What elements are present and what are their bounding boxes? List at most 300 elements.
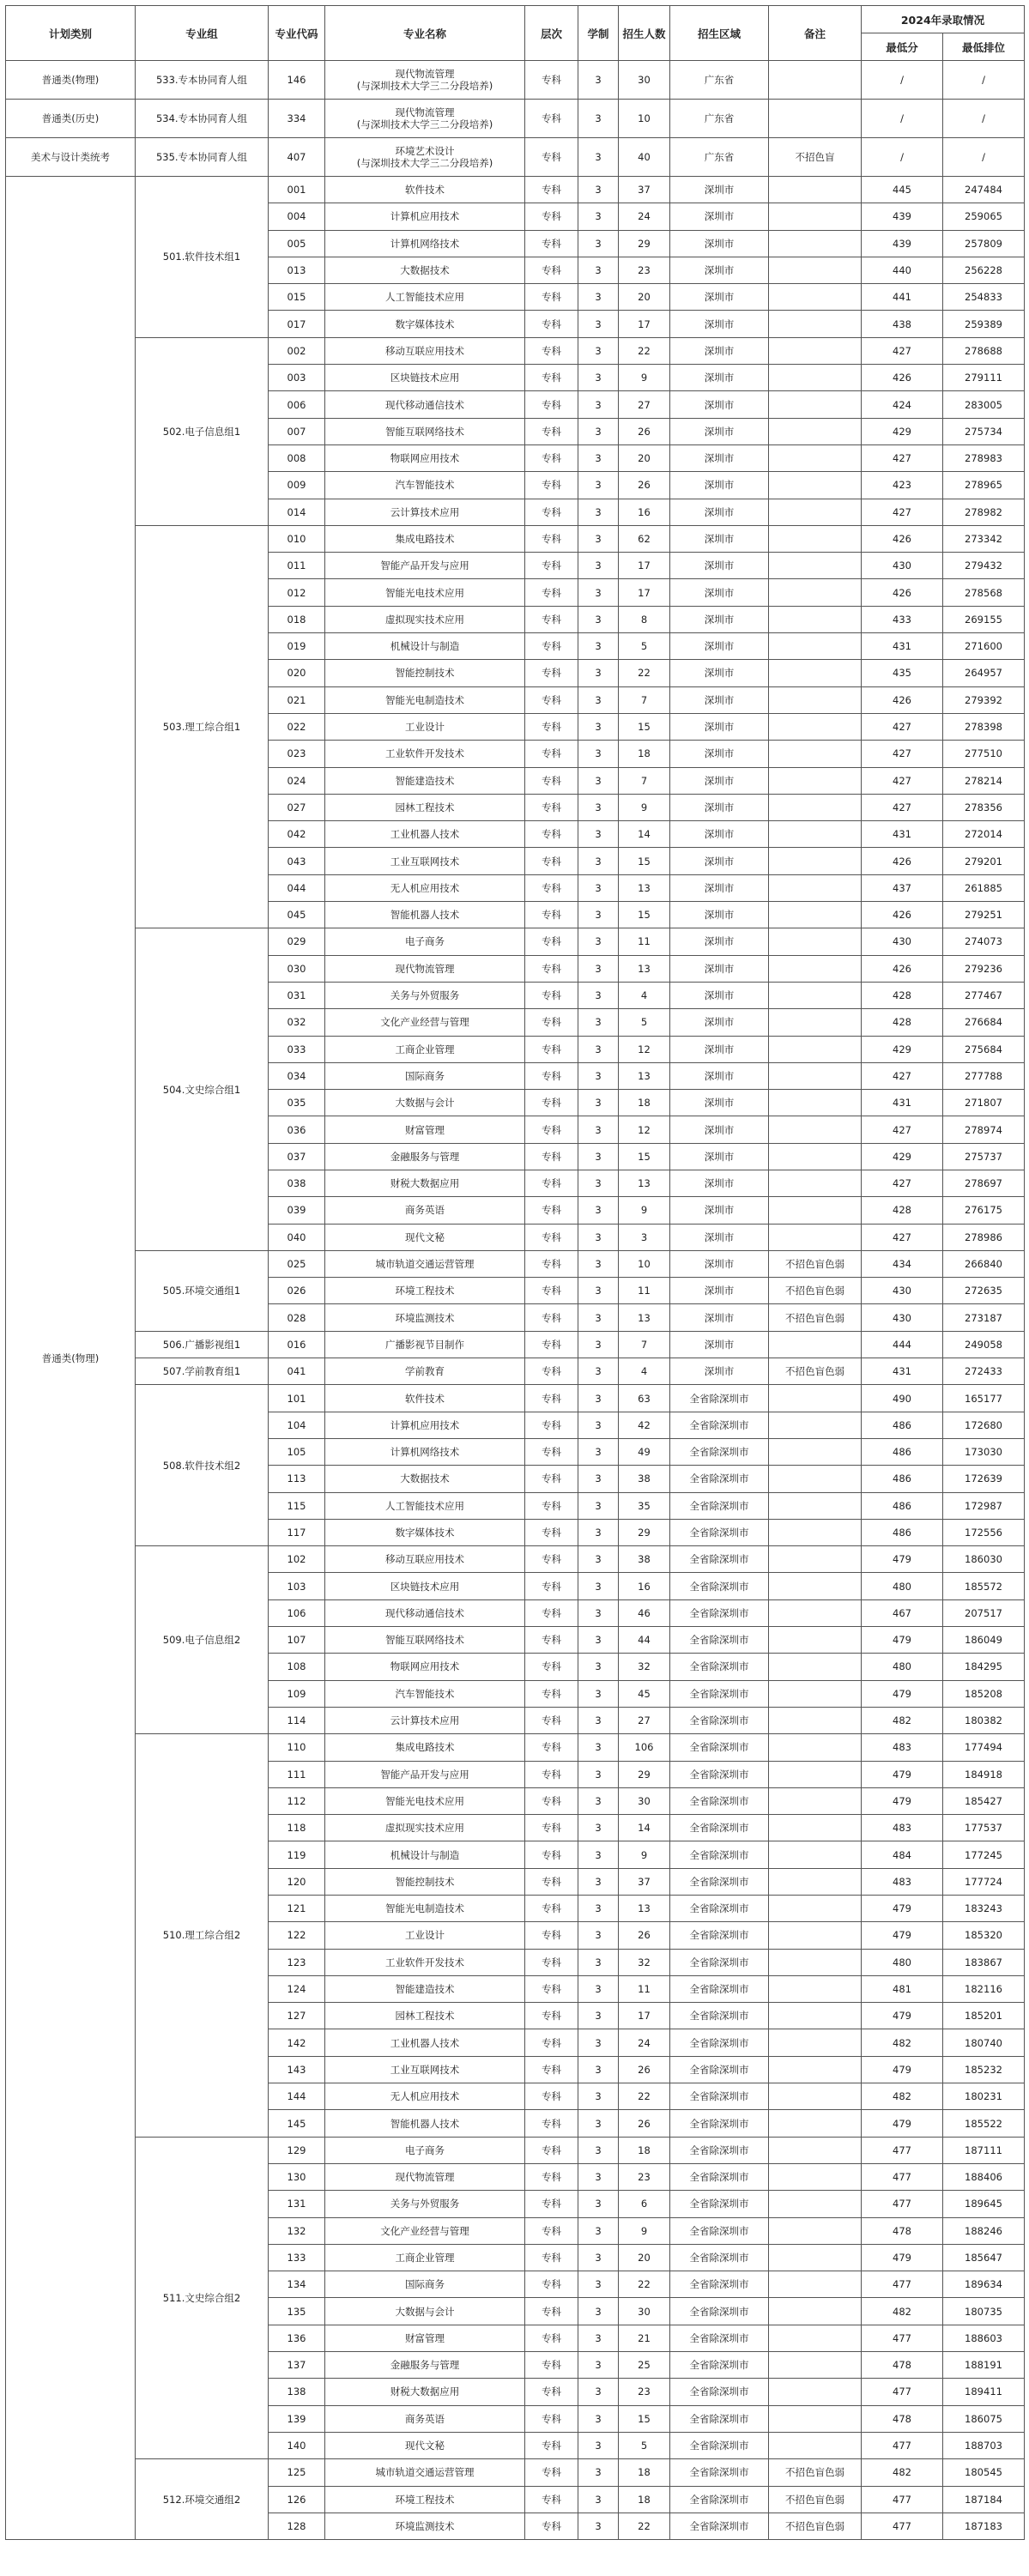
remark-cell: [769, 2379, 862, 2405]
level-cell: 专科: [525, 1896, 578, 1922]
level-cell: 专科: [525, 821, 578, 848]
level-cell: 专科: [525, 1492, 578, 1519]
min-rank-cell: 207517: [943, 1599, 1025, 1626]
level-cell: 专科: [525, 1546, 578, 1573]
region-cell: 全省除深圳市: [670, 1519, 769, 1545]
level-cell: 专科: [525, 982, 578, 1008]
duration-cell: 3: [578, 955, 619, 982]
remark-cell: [769, 633, 862, 660]
region-cell: 全省除深圳市: [670, 2110, 769, 2137]
major-group-cell: 501.软件技术组1: [136, 177, 269, 338]
major-name-cell: 集成电路技术: [325, 1734, 525, 1761]
major-name-cell: 智能光电技术应用: [325, 1787, 525, 1814]
major-code-cell: 039: [269, 1197, 325, 1224]
major-name-cell: 工商企业管理: [325, 1036, 525, 1062]
major-code-cell: 129: [269, 2137, 325, 2163]
region-cell: 深圳市: [670, 365, 769, 391]
region-cell: 广东省: [670, 138, 769, 177]
min-rank-cell: 188603: [943, 2325, 1025, 2351]
duration-cell: 3: [578, 1466, 619, 1492]
min-rank-cell: 172987: [943, 1492, 1025, 1519]
major-name-cell: 物联网应用技术: [325, 1654, 525, 1680]
remark-cell: [769, 1143, 862, 1170]
major-code-cell: 017: [269, 311, 325, 337]
enroll-count-cell: 17: [619, 553, 670, 579]
level-cell: 专科: [525, 553, 578, 579]
level-cell: 专科: [525, 686, 578, 713]
major-name-cell: 现代移动通信技术: [325, 391, 525, 418]
min-rank-cell: 275734: [943, 418, 1025, 444]
duration-cell: 3: [578, 391, 619, 418]
enroll-count-cell: 49: [619, 1438, 670, 1465]
min-rank-cell: 259389: [943, 311, 1025, 337]
level-cell: 专科: [525, 1331, 578, 1358]
duration-cell: 3: [578, 1278, 619, 1304]
table-row: [6, 1734, 1025, 1761]
remark-cell: [769, 1599, 862, 1626]
enroll-count-cell: 24: [619, 203, 670, 230]
duration-cell: 3: [578, 1868, 619, 1895]
remark-cell: [769, 2352, 862, 2379]
min-rank-cell: 272014: [943, 821, 1025, 848]
duration-cell: 3: [578, 1841, 619, 1868]
min-rank-cell: 279432: [943, 553, 1025, 579]
major-name-cell: 汽车智能技术: [325, 1680, 525, 1707]
enroll-count-cell: 20: [619, 2244, 670, 2271]
min-score-cell: 479: [862, 1896, 943, 1922]
major-name-cell: 国际商务: [325, 1062, 525, 1089]
enroll-count-cell: 7: [619, 1331, 670, 1358]
region-cell: 全省除深圳市: [670, 1627, 769, 1654]
region-cell: 深圳市: [670, 902, 769, 928]
min-score-cell: 430: [862, 1304, 943, 1331]
region-cell: 深圳市: [670, 1331, 769, 1358]
enroll-count-cell: 38: [619, 1466, 670, 1492]
min-rank-cell: 173030: [943, 1438, 1025, 1465]
remark-cell: [769, 848, 862, 874]
level-cell: 专科: [525, 1250, 578, 1277]
remark-cell: 不招色盲色弱: [769, 2486, 862, 2513]
level-cell: 专科: [525, 2405, 578, 2432]
min-score-cell: 477: [862, 2432, 943, 2458]
region-cell: 全省除深圳市: [670, 2271, 769, 2298]
major-code-cell: 035: [269, 1090, 325, 1116]
remark-cell: [769, 1438, 862, 1465]
min-rank-cell: 189634: [943, 2271, 1025, 2298]
duration-cell: 3: [578, 2379, 619, 2405]
region-cell: 深圳市: [670, 418, 769, 444]
major-code-cell: 043: [269, 848, 325, 874]
major-name-cell: 无人机应用技术: [325, 874, 525, 901]
enroll-count-cell: 13: [619, 1170, 670, 1196]
table-row: [6, 1546, 1025, 1573]
remark-cell: [769, 713, 862, 740]
remark-cell: [769, 2244, 862, 2271]
header-enroll-count: 招生人数: [619, 6, 670, 61]
region-cell: 全省除深圳市: [670, 1761, 769, 1787]
major-code-cell: 112: [269, 1787, 325, 1814]
level-cell: 专科: [525, 1815, 578, 1841]
min-rank-cell: 269155: [943, 606, 1025, 632]
major-name-cell: 环境监测技术: [325, 2513, 525, 2539]
region-cell: 全省除深圳市: [670, 2486, 769, 2513]
min-rank-cell: 186075: [943, 2405, 1025, 2432]
remark-cell: [769, 1627, 862, 1654]
min-score-cell: 429: [862, 418, 943, 444]
region-cell: 全省除深圳市: [670, 2352, 769, 2379]
duration-cell: 3: [578, 1761, 619, 1787]
min-rank-cell: 279201: [943, 848, 1025, 874]
min-score-cell: 428: [862, 982, 943, 1008]
remark-cell: 不招色盲: [769, 138, 862, 177]
region-cell: 全省除深圳市: [670, 1841, 769, 1868]
remark-cell: [769, 2137, 862, 2163]
level-cell: 专科: [525, 1868, 578, 1895]
remark-cell: [769, 741, 862, 767]
major-code-cell: 113: [269, 1466, 325, 1492]
major-code-cell: 111: [269, 1761, 325, 1787]
header-major-code: 专业代码: [269, 6, 325, 61]
min-score-cell: 486: [862, 1492, 943, 1519]
min-score-cell: 439: [862, 230, 943, 257]
remark-cell: [769, 982, 862, 1008]
level-cell: 专科: [525, 1573, 578, 1599]
min-rank-cell: 273342: [943, 525, 1025, 552]
major-name-cell: 工业机器人技术: [325, 821, 525, 848]
remark-cell: [769, 1707, 862, 1733]
header-major-name: 专业名称: [325, 6, 525, 61]
major-code-cell: 109: [269, 1680, 325, 1707]
min-score-cell: 486: [862, 1466, 943, 1492]
duration-cell: 3: [578, 2352, 619, 2379]
region-cell: 全省除深圳市: [670, 1815, 769, 1841]
remark-cell: [769, 418, 862, 444]
region-cell: 深圳市: [670, 230, 769, 257]
min-rank-cell: 177724: [943, 1868, 1025, 1895]
min-score-cell: 429: [862, 1036, 943, 1062]
duration-cell: 3: [578, 2029, 619, 2056]
major-name-cell: 园林工程技术: [325, 794, 525, 820]
enroll-count-cell: 27: [619, 1707, 670, 1733]
major-name-cell: 工业机器人技术: [325, 2029, 525, 2056]
enroll-count-cell: 30: [619, 61, 670, 100]
major-name-cell: 智能光电技术应用: [325, 579, 525, 606]
level-cell: 专科: [525, 1197, 578, 1224]
min-rank-cell: 188406: [943, 2163, 1025, 2190]
enroll-count-cell: 20: [619, 284, 670, 311]
region-cell: 深圳市: [670, 686, 769, 713]
enroll-count-cell: 40: [619, 138, 670, 177]
duration-cell: 3: [578, 2137, 619, 2163]
duration-cell: 3: [578, 821, 619, 848]
remark-cell: [769, 955, 862, 982]
duration-cell: 3: [578, 1519, 619, 1545]
min-score-cell: 478: [862, 2352, 943, 2379]
major-code-cell: 119: [269, 1841, 325, 1868]
major-code-cell: 105: [269, 1438, 325, 1465]
plan-category-cell: 普通类(物理): [6, 177, 136, 2540]
min-rank-cell: 186030: [943, 1546, 1025, 1573]
level-cell: 专科: [525, 1304, 578, 1331]
duration-cell: 3: [578, 1143, 619, 1170]
level-cell: 专科: [525, 2513, 578, 2539]
major-name-cell: 汽车智能技术: [325, 472, 525, 499]
min-score-cell: 441: [862, 284, 943, 311]
major-name-cell: 智能机器人技术: [325, 2110, 525, 2137]
min-score-cell: /: [862, 61, 943, 100]
major-name-cell: 文化产业经营与管理: [325, 2217, 525, 2244]
major-code-cell: 334: [269, 100, 325, 138]
major-name-note: (与深圳技术大学三二分段培养): [356, 80, 493, 92]
enroll-count-cell: 17: [619, 579, 670, 606]
level-cell: 专科: [525, 1466, 578, 1492]
remark-cell: [769, 337, 862, 364]
remark-cell: [769, 1841, 862, 1868]
remark-cell: [769, 472, 862, 499]
major-code-cell: 110: [269, 1734, 325, 1761]
remark-cell: [769, 203, 862, 230]
remark-cell: [769, 1197, 862, 1224]
level-cell: 专科: [525, 2137, 578, 2163]
min-score-cell: 427: [862, 794, 943, 820]
duration-cell: 3: [578, 2163, 619, 2190]
major-name-cell: 数字媒体技术: [325, 311, 525, 337]
min-score-cell: 482: [862, 2459, 943, 2486]
level-cell: 专科: [525, 579, 578, 606]
header-min-rank: 最低排位: [943, 33, 1025, 61]
major-name-cell: [325, 61, 525, 100]
level-cell: 专科: [525, 928, 578, 955]
duration-cell: 3: [578, 311, 619, 337]
region-cell: 全省除深圳市: [670, 2459, 769, 2486]
enroll-count-cell: 30: [619, 1787, 670, 1814]
min-score-cell: 477: [862, 2513, 943, 2539]
major-code-cell: 038: [269, 1170, 325, 1196]
min-rank-cell: 271807: [943, 1090, 1025, 1116]
region-cell: 深圳市: [670, 821, 769, 848]
min-score-cell: 477: [862, 2191, 943, 2217]
remark-cell: [769, 1654, 862, 1680]
enroll-count-cell: 12: [619, 1036, 670, 1062]
min-rank-cell: 278568: [943, 579, 1025, 606]
min-rank-cell: 249058: [943, 1331, 1025, 1358]
remark-cell: [769, 2003, 862, 2029]
remark-cell: [769, 2271, 862, 2298]
enroll-count-cell: 106: [619, 1734, 670, 1761]
level-cell: 专科: [525, 848, 578, 874]
major-code-cell: 041: [269, 1358, 325, 1385]
table-row: [6, 177, 1025, 203]
region-cell: 深圳市: [670, 1250, 769, 1277]
major-name-cell: 工业互联网技术: [325, 848, 525, 874]
duration-cell: 3: [578, 2405, 619, 2432]
duration-cell: 3: [578, 1949, 619, 1975]
duration-cell: 3: [578, 1412, 619, 1438]
remark-cell: [769, 686, 862, 713]
major-name-text: 环境艺术设计: [395, 145, 455, 157]
min-score-cell: 430: [862, 553, 943, 579]
region-cell: 深圳市: [670, 579, 769, 606]
remark-cell: [769, 794, 862, 820]
min-rank-cell: /: [943, 100, 1025, 138]
region-cell: 深圳市: [670, 767, 769, 794]
duration-cell: 3: [578, 1922, 619, 1949]
min-rank-cell: 177494: [943, 1734, 1025, 1761]
enroll-count-cell: 23: [619, 2163, 670, 2190]
min-rank-cell: 275737: [943, 1143, 1025, 1170]
level-cell: 专科: [525, 606, 578, 632]
duration-cell: 3: [578, 61, 619, 100]
level-cell: 专科: [525, 633, 578, 660]
region-cell: 深圳市: [670, 1278, 769, 1304]
major-code-cell: 131: [269, 2191, 325, 2217]
min-score-cell: 479: [862, 1680, 943, 1707]
min-score-cell: 426: [862, 579, 943, 606]
duration-cell: 3: [578, 1197, 619, 1224]
region-cell: 全省除深圳市: [670, 2244, 769, 2271]
region-cell: 深圳市: [670, 928, 769, 955]
major-code-cell: 107: [269, 1627, 325, 1654]
enroll-count-cell: 37: [619, 177, 670, 203]
region-cell: 深圳市: [670, 1062, 769, 1089]
min-rank-cell: 172639: [943, 1466, 1025, 1492]
table-row: [6, 138, 1025, 177]
region-cell: 深圳市: [670, 391, 769, 418]
duration-cell: 3: [578, 444, 619, 471]
min-score-cell: 426: [862, 525, 943, 552]
duration-cell: 3: [578, 418, 619, 444]
enroll-count-cell: 8: [619, 606, 670, 632]
enroll-count-cell: 42: [619, 1412, 670, 1438]
region-cell: 深圳市: [670, 955, 769, 982]
major-code-cell: 030: [269, 955, 325, 982]
level-cell: 专科: [525, 1654, 578, 1680]
duration-cell: 3: [578, 1224, 619, 1250]
region-cell: 深圳市: [670, 606, 769, 632]
level-cell: 专科: [525, 472, 578, 499]
major-name-cell: 工业互联网技术: [325, 2056, 525, 2083]
min-score-cell: /: [862, 100, 943, 138]
min-score-cell: 479: [862, 1627, 943, 1654]
duration-cell: 3: [578, 2325, 619, 2351]
major-code-cell: 015: [269, 284, 325, 311]
min-score-cell: 431: [862, 1090, 943, 1116]
level-cell: 专科: [525, 874, 578, 901]
enroll-count-cell: 22: [619, 2513, 670, 2539]
major-name-cell: 智能互联网络技术: [325, 418, 525, 444]
min-score-cell: 477: [862, 2137, 943, 2163]
region-cell: 深圳市: [670, 1224, 769, 1250]
region-cell: 深圳市: [670, 874, 769, 901]
major-code-cell: 018: [269, 606, 325, 632]
remark-cell: [769, 1975, 862, 2002]
remark-cell: [769, 1062, 862, 1089]
region-cell: 深圳市: [670, 848, 769, 874]
enroll-count-cell: 32: [619, 1654, 670, 1680]
enroll-count-cell: 32: [619, 1949, 670, 1975]
major-group-cell: 507.学前教育组1: [136, 1358, 269, 1385]
enroll-count-cell: 9: [619, 1841, 670, 1868]
region-cell: 深圳市: [670, 499, 769, 525]
duration-cell: 3: [578, 1170, 619, 1196]
table-row: [6, 2137, 1025, 2163]
region-cell: 深圳市: [670, 203, 769, 230]
remark-cell: [769, 61, 862, 100]
level-cell: 专科: [525, 1009, 578, 1036]
level-cell: 专科: [525, 2217, 578, 2244]
level-cell: 专科: [525, 902, 578, 928]
level-cell: 专科: [525, 2110, 578, 2137]
duration-cell: 3: [578, 1680, 619, 1707]
remark-cell: [769, 2405, 862, 2432]
min-rank-cell: 261885: [943, 874, 1025, 901]
plan-category-cell: 美术与设计类统考: [6, 138, 136, 177]
duration-cell: 3: [578, 741, 619, 767]
min-score-cell: 433: [862, 606, 943, 632]
major-name-cell: 智能产品开发与应用: [325, 1761, 525, 1787]
major-name-cell: 环境工程技术: [325, 2486, 525, 2513]
enroll-count-cell: 7: [619, 767, 670, 794]
major-code-cell: 127: [269, 2003, 325, 2029]
min-score-cell: 430: [862, 928, 943, 955]
min-rank-cell: 278688: [943, 337, 1025, 364]
major-name-cell: 虚拟现实技术应用: [325, 1815, 525, 1841]
remark-cell: [769, 1787, 862, 1814]
level-cell: 专科: [525, 284, 578, 311]
enroll-count-cell: 27: [619, 391, 670, 418]
remark-cell: [769, 1815, 862, 1841]
level-cell: 专科: [525, 2003, 578, 2029]
remark-cell: [769, 1546, 862, 1573]
region-cell: 深圳市: [670, 1090, 769, 1116]
region-cell: 深圳市: [670, 982, 769, 1008]
min-score-cell: 482: [862, 2298, 943, 2325]
major-name-cell: [325, 100, 525, 138]
duration-cell: 3: [578, 2217, 619, 2244]
level-cell: 专科: [525, 1949, 578, 1975]
region-cell: 深圳市: [670, 1170, 769, 1196]
min-rank-cell: 273187: [943, 1304, 1025, 1331]
enroll-count-cell: 38: [619, 1546, 670, 1573]
duration-cell: 3: [578, 794, 619, 820]
region-cell: 全省除深圳市: [670, 1734, 769, 1761]
min-rank-cell: 180735: [943, 2298, 1025, 2325]
duration-cell: 3: [578, 1896, 619, 1922]
major-name-cell: 文化产业经营与管理: [325, 1009, 525, 1036]
major-name-cell: 财税大数据应用: [325, 2379, 525, 2405]
major-name-cell: 智能光电制造技术: [325, 686, 525, 713]
enroll-count-cell: 37: [619, 1868, 670, 1895]
enroll-count-cell: 21: [619, 2325, 670, 2351]
remark-cell: [769, 2083, 862, 2110]
level-cell: 专科: [525, 1922, 578, 1949]
enroll-count-cell: 17: [619, 311, 670, 337]
major-name-note: (与深圳技术大学三二分段培养): [356, 157, 493, 169]
remark-cell: [769, 284, 862, 311]
region-cell: 深圳市: [670, 660, 769, 686]
admission-table-container: [5, 5, 1024, 2540]
min-rank-cell: 180382: [943, 1707, 1025, 1733]
major-code-cell: 032: [269, 1009, 325, 1036]
level-cell: 专科: [525, 1761, 578, 1787]
table-row: [6, 337, 1025, 364]
enroll-count-cell: 62: [619, 525, 670, 552]
major-name-cell: 智能控制技术: [325, 660, 525, 686]
enroll-count-cell: 9: [619, 2217, 670, 2244]
header-major-group: 专业组: [136, 6, 269, 61]
enroll-count-cell: 18: [619, 741, 670, 767]
min-rank-cell: 187184: [943, 2486, 1025, 2513]
